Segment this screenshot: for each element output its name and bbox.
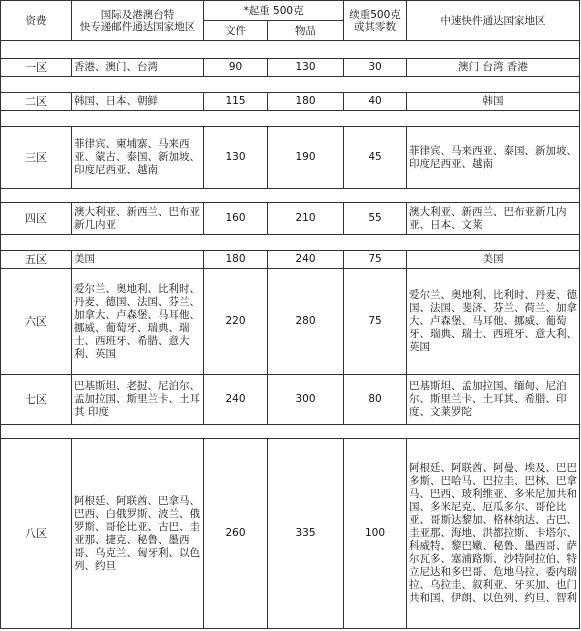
medium-countries: 菲律宾、马来西亚、泰国、新加坡、印度尼西亚、越南 (407, 127, 580, 189)
zone-countries: 韩国、日本、朝鲜 (72, 93, 204, 111)
goods-price: 280 (268, 269, 344, 375)
doc-price: 240 (204, 375, 268, 425)
doc-price: 260 (204, 439, 268, 629)
table-row (1, 203, 580, 235)
medium-countries: 巴基斯坦、孟加拉国、缅甸、尼泊尔、斯里兰卡、土耳其、希腊、印度、文莱罗陀 (407, 375, 580, 425)
continued-price: 55 (344, 203, 407, 235)
header-intl-line2: 快专递邮件通达国家地区 (79, 20, 196, 33)
header-first-weight: *起重 500克 (204, 1, 344, 21)
header-medium-express: 中速快件通达国家地区 (407, 1, 580, 41)
header-cont-line2: 或其零数 (354, 20, 397, 33)
table-row (1, 93, 580, 111)
continued-price: 40 (344, 93, 407, 111)
goods-price: 130 (268, 59, 344, 77)
medium-countries: 澳门 台湾 香港 (407, 59, 580, 77)
goods-price: 300 (268, 375, 344, 425)
row-separator (1, 235, 580, 251)
zone-countries: 巴基斯坦、老挝、尼泊尔、孟加拉国、斯里兰卡、土耳其 印度 (72, 375, 204, 425)
row-separator (1, 189, 580, 203)
table-row (1, 251, 580, 269)
zone-label: 七区 (1, 375, 72, 425)
zone-label: 八区 (1, 439, 72, 629)
header-continued-weight (344, 1, 407, 41)
doc-price: 130 (204, 127, 268, 189)
row-separator (1, 425, 580, 439)
header-document: 文件 (204, 21, 268, 41)
zone-countries: 香港、澳门、台湾 (72, 59, 204, 77)
continued-price: 45 (344, 127, 407, 189)
zone-countries: 美国 (72, 251, 204, 269)
header-fee: 资费 (1, 1, 72, 41)
row-separator (1, 77, 580, 93)
goods-price: 210 (268, 203, 344, 235)
zone-countries: 爱尔兰、奥地利、比利时、丹麦、德国、法国、芬兰、加拿大、卢森堡、马耳他、挪威、葡萄牙、瑞典、瑞士、西班牙、希腊、意大利、英国 (72, 269, 204, 375)
continued-price: 100 (344, 439, 407, 629)
row-separator (1, 111, 580, 127)
header-cont-line1: 续重500克 (349, 8, 401, 21)
zone-label: 三区 (1, 127, 72, 189)
goods-price: 335 (268, 439, 344, 629)
table-row (1, 439, 580, 629)
zone-label: 六区 (1, 269, 72, 375)
zone-countries: 菲律宾、柬埔寨、马来西亚、蒙古、泰国、新加坡、印度尼西亚、越南 (72, 127, 204, 189)
continued-price: 75 (344, 251, 407, 269)
medium-countries: 美国 (407, 251, 580, 269)
continued-price: 80 (344, 375, 407, 425)
doc-price: 160 (204, 203, 268, 235)
zone-label: 二区 (1, 93, 72, 111)
table-row (1, 127, 580, 189)
doc-price: 115 (204, 93, 268, 111)
zone-countries: 澳大利亚、新西兰、巴布亚新几内亚 (72, 203, 204, 235)
row-separator (1, 41, 580, 59)
doc-price: 180 (204, 251, 268, 269)
continued-price: 30 (344, 59, 407, 77)
goods-price: 240 (268, 251, 344, 269)
doc-price: 90 (204, 59, 268, 77)
header-goods: 物品 (268, 21, 344, 41)
goods-price: 180 (268, 93, 344, 111)
medium-countries: 爱尔兰、奥地利、比利时、丹麦、德国、法国、斐济、芬兰、荷兰、加拿大、卢森堡、马耳他、挪威、葡萄牙、瑞典、瑞士、西班牙、意大利、英国 (407, 269, 580, 375)
medium-countries: 澳大利亚、新西兰、巴布亚新几内亚、日本、文莱 (407, 203, 580, 235)
zone-label: 一区 (1, 59, 72, 77)
table-row (1, 375, 580, 425)
zone-countries: 阿根廷、阿联酋、巴拿马、巴西、白俄罗斯、波兰、俄罗斯、哥伦比亚、古巴、圭亚那、捷克、秘鲁、墨西哥、乌克兰、匈牙利、以色列、约旦 (72, 439, 204, 629)
medium-countries: 韩国 (407, 93, 580, 111)
doc-price: 220 (204, 269, 268, 375)
medium-countries: 阿根廷、阿联酋、阿曼、埃及、巴巴多斯、巴哈马、巴拉圭、巴林、巴拿马、巴西、玻利维亚、多米尼加共和国、多米尼克、厄瓜多尔、哥伦比亚、哥斯达黎加、格林纳达、古巴、圭亚那、海地、洪都拉斯、卡塔尔、科威特、黎巴嫩、秘鲁、墨西哥、萨尔瓦多、塞浦路斯、沙特阿拉伯、特立尼达和多巴哥、危地马拉、委内瑞拉、乌拉圭、叙利亚、牙买加、也门共和国、伊朗、以色列、约旦、智利 (407, 439, 580, 629)
zone-label: 四区 (1, 203, 72, 235)
table-row (1, 269, 580, 375)
header-intl-line1: 国际及港澳台特 (100, 8, 175, 21)
table-row (1, 59, 580, 77)
continued-price: 75 (344, 269, 407, 375)
zone-label: 五区 (1, 251, 72, 269)
goods-price: 190 (268, 127, 344, 189)
header-intl-express (72, 1, 204, 41)
